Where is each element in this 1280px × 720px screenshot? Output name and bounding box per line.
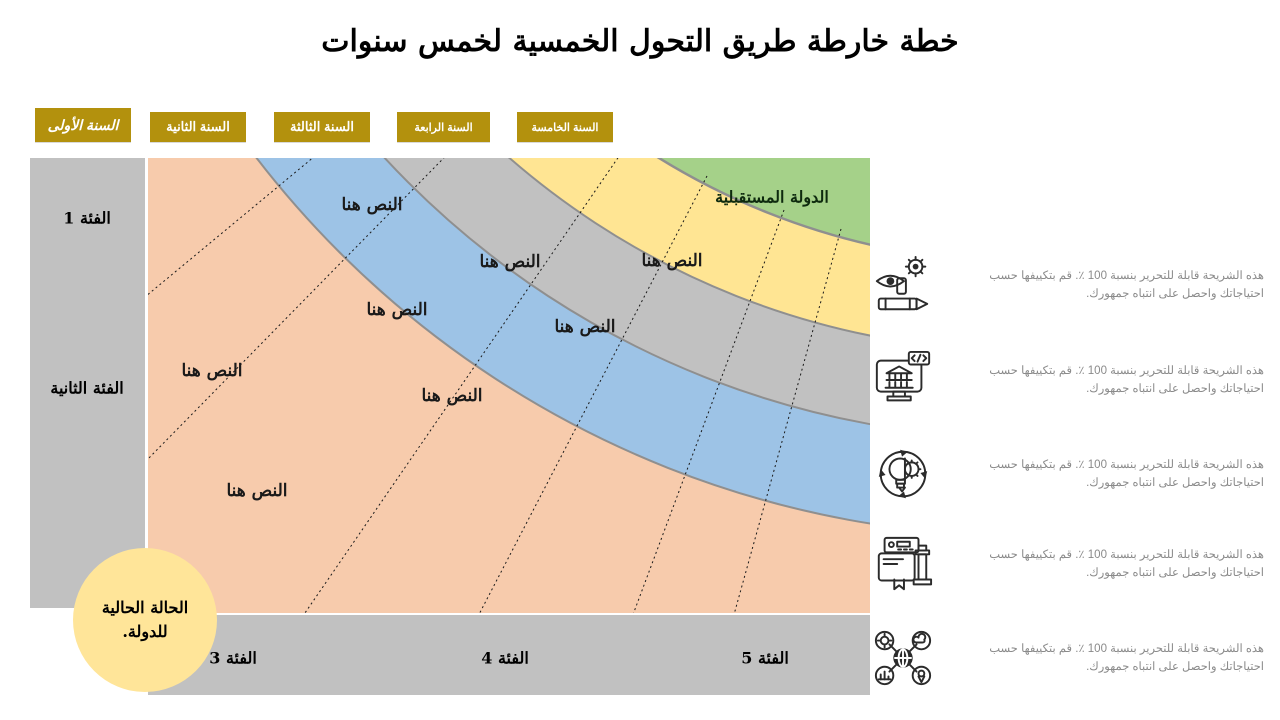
note-text: هذه الشريحة قابلة للتحرير بنسبة 100 ٪. قم بتكييفها حسب احتياجاتك واحصل على انتباه جمهورك.: [989, 458, 1264, 489]
text-placeholder: النص هنا: [421, 386, 483, 406]
note-text: هذه الشريحة قابلة للتحرير بنسبة 100 ٪. قم بتكييفها حسب احتياجاتك واحصل على انتباه جمهورك.: [989, 548, 1264, 579]
category-5-label: الفئة 5: [741, 648, 789, 668]
note-row-5: [872, 616, 1264, 700]
roadmap-bands-svg: [148, 158, 870, 613]
note-row-4: [872, 522, 1264, 606]
documents-pillar-icon: [872, 533, 934, 595]
left-category-column: [30, 158, 145, 608]
note-row-1: [872, 243, 1264, 327]
tab-year-3[interactable]: السنة الثالثة: [274, 112, 370, 142]
bulb-gear-cycle-icon: [872, 443, 934, 505]
eye-gear-pencil-icon: [872, 254, 934, 316]
category-1-label: الفئة 1: [63, 208, 111, 228]
current-state-label: الحالة الحالية للدولة.: [101, 598, 189, 641]
globe-network-icon: [872, 627, 934, 689]
text-placeholder: النص هنا: [366, 300, 428, 320]
roadmap-fan-diagram: [148, 158, 870, 613]
bottom-category-strip: [148, 615, 870, 695]
text-placeholder: النص هنا: [226, 481, 288, 501]
note-text: هذه الشريحة قابلة للتحرير بنسبة 100 ٪. قم بتكييفها حسب احتياجاتك واحصل على انتباه جمهورك.: [989, 642, 1264, 673]
monitor-bank-code-icon: [872, 349, 934, 411]
category-2-label: الفئة الثانية: [50, 378, 124, 398]
text-placeholder: النص هنا: [341, 195, 403, 215]
text-placeholder: النص هنا: [554, 317, 616, 337]
future-state-label: الدولة المستقبلية: [715, 187, 829, 207]
category-4-label: الفئة 4: [481, 648, 529, 668]
note-row-3: [872, 432, 1264, 516]
text-placeholder: النص هنا: [641, 251, 703, 271]
tab-year-5[interactable]: السنة الخامسة: [517, 112, 613, 142]
tab-year-1[interactable]: السنة الأولى: [35, 108, 131, 142]
text-placeholder: النص هنا: [181, 361, 243, 381]
page-title: خطة خارطة طريق التحول الخمسية لخمس سنوات: [321, 24, 959, 59]
note-row-2: [872, 338, 1264, 422]
tab-year-4[interactable]: السنة الرابعة: [397, 112, 490, 142]
category-3-label: الفئة 3: [209, 648, 257, 668]
text-placeholder: النص هنا: [479, 252, 541, 272]
note-text: هذه الشريحة قابلة للتحرير بنسبة 100 ٪. قم بتكييفها حسب احتياجاتك واحصل على انتباه جمهورك.: [989, 364, 1264, 395]
tab-year-2[interactable]: السنة الثانية: [150, 112, 246, 142]
current-state-circle: [73, 548, 217, 692]
note-text: هذه الشريحة قابلة للتحرير بنسبة 100 ٪. قم بتكييفها حسب احتياجاتك واحصل على انتباه جمهورك.: [989, 269, 1264, 300]
